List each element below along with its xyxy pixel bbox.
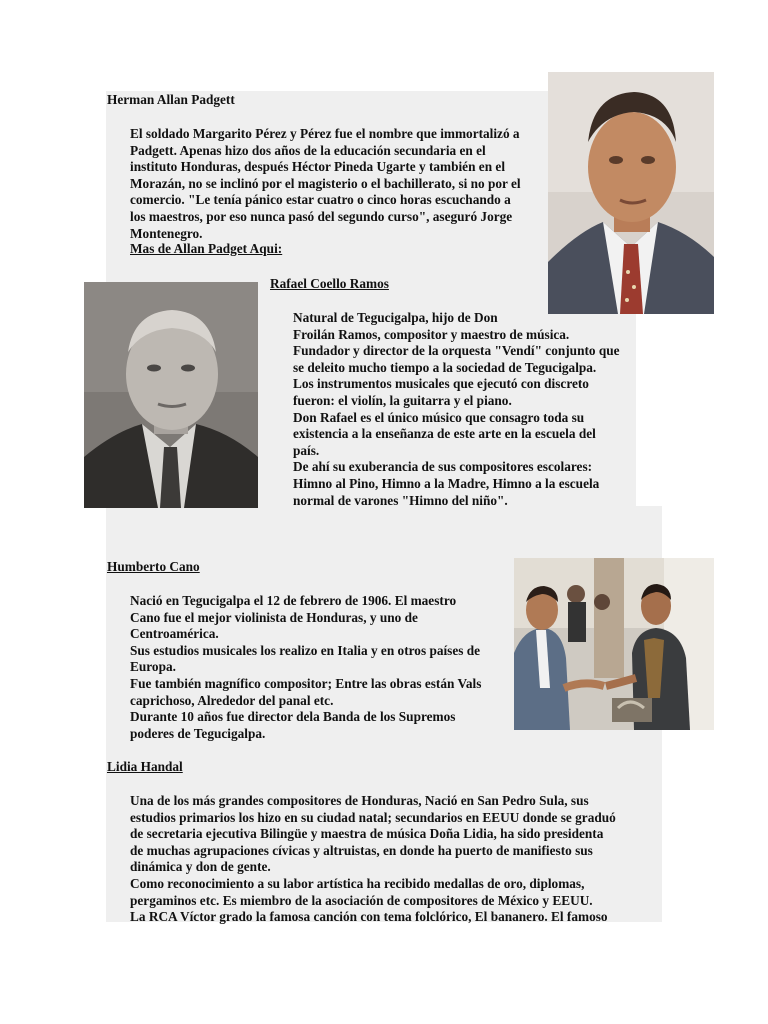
- body-line: Europa.: [130, 659, 176, 675]
- body-line: Morazán, no se inclinó por el magisterio o el bachillerato, si no por el: [130, 175, 521, 191]
- body-line: existencia a la enseñanza de este arte en la escuela del: [293, 426, 596, 442]
- body-line: De ahí su exuberancia de sus compositores escolares:: [293, 459, 593, 475]
- padgett-more-link[interactable]: Mas de Allan Padget Aqui:: [130, 241, 283, 256]
- handal-title: Lidia Handal: [107, 759, 183, 774]
- body-line: normal de varones "Himno del niño".: [293, 492, 508, 508]
- body-line: La RCA Víctor grado la famosa canción con tema folclórico, El bananero. El famoso: [130, 909, 608, 925]
- body-line: El soldado Margarito Pérez y Pérez fue el nombre que immortalizó a: [130, 126, 520, 141]
- body-line: país.: [293, 442, 320, 458]
- body-line: Nació en Tegucigalpa el 12 de febrero de 1906. El maestro: [130, 593, 457, 608]
- body-line: Una de los más grandes compositores de Honduras, Nació en San Pedro Sula, sus: [130, 793, 589, 808]
- body-line: los maestros, por eso nunca pasó del segundo curso", aseguró Jorge: [130, 209, 513, 224]
- body-line: Himno al Pino, Himno a la Madre, Himno a la escuela: [293, 476, 600, 491]
- body-line: Fundador y director de la orquesta "Vendí" conjunto que: [293, 343, 620, 359]
- body-line: Como reconocimiento a su labor artística ha recibido medallas de oro, diplomas,: [130, 876, 585, 891]
- body-line: fueron: el violín, la guitarra y el piano.: [293, 393, 512, 408]
- body-line: Cano fue el mejor violinista de Honduras, y uno de: [130, 609, 418, 625]
- body-line: pergaminos etc. Es miembro de la asociación de compositores de México y EEUU.: [130, 892, 593, 908]
- body-line: instituto Honduras, después Héctor Pineda Ugarte y también en el: [130, 159, 506, 175]
- body-line: dinámica y don de gente.: [130, 859, 271, 875]
- body-line: estudios primarios los hizo en su ciudad natal; secundarios en EEUU donde se graduó: [130, 809, 616, 825]
- body-line: de secretaria ejecutiva Bilingüe y maestra de música Doña Lidia, ha sido presidenta: [130, 826, 604, 842]
- body-line: Montenegro.: [130, 225, 203, 241]
- body-line: Froilán Ramos, compositor y maestro de música.: [293, 326, 570, 342]
- body-line: Centroamérica.: [130, 626, 219, 642]
- body-line: Durante 10 años fue director dela Banda de los Supremos: [130, 709, 456, 725]
- body-line: Natural de Tegucigalpa, hijo de Don: [293, 310, 498, 325]
- body-line: Sus estudios musicales los realizo en Italia y en otros países de: [130, 642, 481, 658]
- body-line: se deleito mucho tiempo a la sociedad de Tegucigalpa.: [293, 359, 597, 375]
- coello-band-lower: [106, 506, 662, 558]
- body-line: Fue también magnífico compositor; Entre las obras están Vals: [130, 676, 482, 691]
- body-line: caprichoso, Alrededor del panal etc.: [130, 692, 334, 708]
- body-line: Padgett. Apenas hizo dos años de la educación secundaria en el: [130, 142, 486, 158]
- padgett-portrait-photo: [548, 72, 714, 314]
- body-line: Los instrumentos musicales que ejecutó con discreto: [293, 376, 589, 392]
- body-line: poderes de Tegucigalpa.: [130, 725, 266, 741]
- cano-handshake-photo: [514, 558, 714, 730]
- body-line: Don Rafael es el único músico que consagro toda su: [293, 409, 585, 425]
- padgett-title: Herman Allan Padgett: [107, 92, 235, 107]
- cano-title: Humberto Cano: [107, 559, 200, 574]
- body-line: de muchas agrupaciones cívicas y altruistas, en donde ha puerto de manifiesto sus: [130, 842, 593, 858]
- coello-title: Rafael Coello Ramos: [270, 276, 389, 291]
- coello-portrait-photo: [84, 282, 258, 508]
- body-line: comercio. "Le tenía pánico estar cuatro o cinco horas escuchando a: [130, 192, 511, 208]
